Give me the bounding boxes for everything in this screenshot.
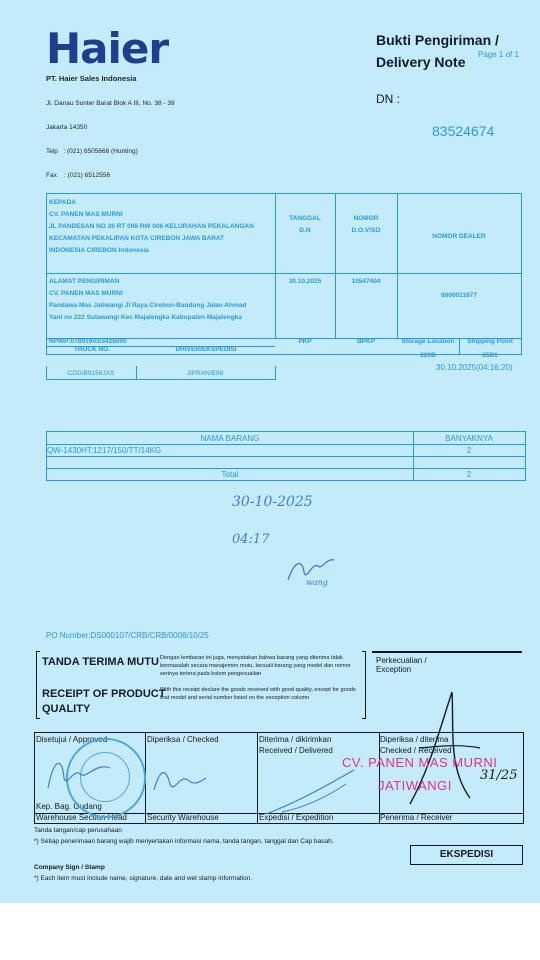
total-qty: 2	[466, 470, 472, 479]
tanggal-header: TANGGAL	[289, 215, 321, 222]
company-address	[46, 84, 175, 196]
storage-location-label: Storage Location	[401, 338, 455, 345]
receipt-title-en-2: QUALITY	[42, 703, 91, 715]
receiver-check-label-en: Checked / Received	[380, 746, 452, 755]
received-label-en: Received / Delivered	[259, 746, 333, 755]
nomor-header: NOMOR	[353, 215, 379, 222]
doc-title-en: Delivery Note	[376, 54, 466, 70]
approved-label: Disetujui / Approved	[36, 735, 108, 744]
receiver-stamp-name: CV. PANEN MAS MURNI	[342, 755, 498, 770]
recipient-box	[46, 193, 522, 359]
page-indicator: Page 1 of 1	[478, 50, 519, 59]
address-line: Fax : (021) 6512556	[46, 172, 110, 179]
dn-label: DN :	[376, 92, 400, 106]
print-timestamp: 30.10.2025(04:16:20)	[436, 363, 513, 372]
col-banyaknya: BANYAKNYA	[445, 434, 493, 443]
pkp-label: PKP	[298, 338, 312, 345]
haier-logo: Haier	[46, 24, 169, 73]
alamat-label: ALAMAT PENGIRIMAN	[49, 278, 120, 285]
receiver-handwritten-date: 31/25	[480, 768, 518, 783]
truck-number: CDD/B9158JXS	[67, 370, 115, 377]
kepada-address: INDONESIA CIREBON Indonesia	[49, 247, 149, 254]
storage-location: 220B	[420, 352, 436, 359]
item-name: QW-1430HT:1217/150/TT/14KG	[47, 446, 162, 455]
driver-label: DRIVER/EKSPEDISI	[175, 346, 237, 353]
shipping-point-label: Shipping Point	[467, 338, 513, 345]
shipping-point: 65D1	[482, 352, 498, 359]
nomor-sub: D.O.V/SO	[351, 227, 381, 234]
bpkp-label: BPKP	[356, 338, 376, 345]
npwp: NPWP:07891943/3428000	[49, 338, 127, 345]
company-name: PT. Haier Sales Indonesia	[46, 74, 137, 83]
exception-label: Perkecualian / Exception	[376, 656, 427, 674]
approver-signature	[40, 748, 120, 798]
expedition-label: Expedisi / Expedition	[259, 813, 334, 822]
so-number: 10547404	[351, 278, 381, 285]
alamat-address: Yani no 222 Sutawangi Kec Majalengka Kabupaten Majalengka	[49, 314, 242, 321]
footer-line: Company Sign / Stamp	[34, 864, 105, 871]
alamat-address: Pandawa Mas Jatiwangi Jl Raya Cirebon-Bandung Jalan Ahmad	[49, 302, 247, 309]
tanggal-sub: D.N	[299, 227, 311, 234]
footer-line: Tanda tangan/cap perusahaan	[34, 827, 122, 834]
security-label: Security Warehouse	[147, 813, 219, 822]
item-qty: 2	[466, 446, 472, 455]
handwritten-date: 30-10-2025	[232, 494, 313, 510]
goods-table	[46, 431, 526, 481]
warehouse-head-label-en: Warehouse Section Head	[36, 813, 127, 822]
handwritten-name: wang	[306, 578, 328, 587]
handwritten-time: 04:17	[232, 532, 270, 547]
truck-label: TRUCK NO.	[73, 346, 111, 353]
expedition-signature	[262, 764, 358, 820]
kepada-label: KEPADA	[49, 199, 76, 206]
warehouse-head-label: Kep. Bag. Gudang	[36, 802, 102, 811]
checked-label: Diperiksa / Checked	[147, 735, 219, 744]
received-label: Diterima / dikirimkan	[259, 735, 332, 744]
receiver-label: Penerima / Receiver	[380, 813, 453, 822]
kepada-address: JL PANDESAN NO 26 RT 006 RW 006 KELURAHAN PEKALANGAN	[49, 223, 254, 230]
receipt-text-id: Dengan lembaran ini juga, menyatakan bahwa barang yang diterima tidak bermasalah secara manajemen mutu, kecuali barang yang model dan nomor serinya tertera pada kolom pengecualian	[160, 655, 351, 677]
checker-signature	[150, 760, 210, 800]
dealer-header: NOMOR DEALER	[432, 233, 486, 240]
alamat-name: CV. PANEN MAS MURNI	[49, 290, 123, 297]
receiver-stamp-city: JATIWANGI	[378, 778, 452, 793]
footer-line: *) Each item must include name, signature, date and wet stamp information.	[34, 875, 253, 882]
dn-number: 83524674	[432, 123, 495, 139]
address-line: Telp : (021) 6505668 (Hunting)	[46, 148, 138, 155]
address-line: Jakarta 14350	[46, 124, 88, 131]
receipt-title-id: TANDA TERIMA MUTU	[42, 656, 159, 668]
dn-date: 30.10.2025	[288, 278, 322, 285]
kepada-name: CV. PANEN MAS MURNI	[49, 211, 123, 218]
ekspedisi-box: EKSPEDISI	[410, 845, 523, 865]
doc-title: Bukti Pengiriman /	[376, 32, 499, 48]
po-number: PO Number:DS000107/CRB/CRB/0008/10/25	[46, 631, 209, 640]
kepada-address: KECAMATAN PEKALIPAN KOTA CIREBON JAWA BARAT	[49, 235, 225, 242]
receiver-check-label: Diperiksa / diterima	[380, 735, 449, 744]
receipt-title-en: RECEIPT OF PRODUCT	[42, 688, 166, 700]
address-line: Jl. Danau Sunter Barat Blok A III, No. 38 - 39	[46, 100, 175, 107]
driver-name: JIPRAN/E88	[186, 370, 224, 377]
receipt-text-en: With this receipt declare the goods received with good quality, except for goods that model and serial number listed on the exception column	[160, 687, 356, 701]
total-label: Total	[221, 470, 239, 479]
footer-line: *) Setiap penerimaan barang wajib menyertakan informasi nama, tanda tangan, tanggal dan Cap basah.	[34, 838, 334, 845]
dealer-number: 6000011677	[441, 292, 477, 299]
col-nama-barang: NAMA BARANG	[200, 434, 260, 443]
